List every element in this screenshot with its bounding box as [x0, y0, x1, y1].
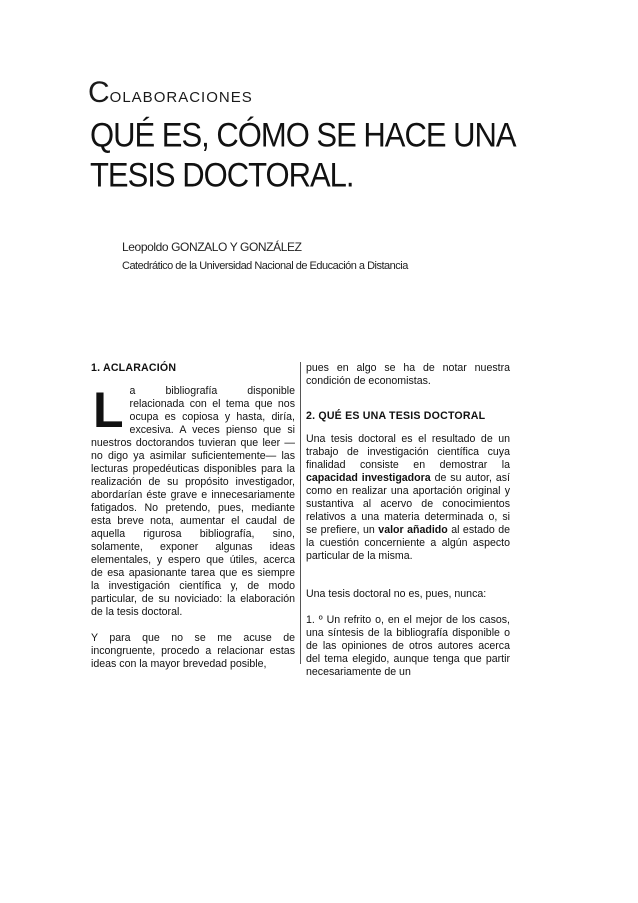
author-affiliation: Catedrático de la Universidad Nacional de Educación a Distancia	[122, 260, 408, 272]
section-label-rest: OLABORACIONES	[109, 89, 253, 106]
section-heading-1: 1. ACLARACIÓN	[91, 362, 177, 374]
left-paragraph-2: Y para que no se me acuse de incongruente, procedo a relacionar estas ideas con la mayor brevedad posible,	[91, 632, 295, 670]
author-name: Leopoldo GONZALO Y GONZÁLEZ	[122, 240, 302, 254]
drop-cap: L	[93, 382, 124, 438]
article-title	[90, 115, 516, 196]
left-paragraph-1-text: a bibliografía disponible relacionada con el tema que nos ocupa es copiosa y hasta, diría, excesiva. A veces pienso que si nuestros doctorandos tuvieran que leer —no digo ya asimilar suficientemente— las lecturas propedéuticas disponibles para la realización de su propósito investigador, abordarían éste grave e innecesariamente fatigados. No pretendo, pues, mediante esta breve nota, aumentar el caudal de aquella rigurosa bibliografía, sino, solamente, exponer algunas ideas elementales, y espero que útiles, acerca de esa apasionante tarea que es siempre la investigación científica y, de modo particular, de su noviciado: la elaboración de la tesis doctoral.	[91, 385, 295, 618]
section-heading-2: 2. QUÉ ES UNA TESIS DOCTORAL	[306, 410, 486, 422]
column-divider	[300, 362, 301, 664]
p1-text-b: de su autor, así como en realizar una aportación original y sustantiva al acervo de conocimientos relativos a una materia determinada o, si se prefiere, un	[306, 472, 510, 536]
p1-bold-capacidad: capacidad investigadora	[306, 472, 431, 484]
section-label-initial: C	[88, 76, 110, 109]
right-column	[306, 362, 510, 692]
right-paragraph-1	[306, 433, 510, 563]
p1-text-a: Una tesis doctoral es el resultado de un trabajo de investigación científica cuya finalidad consiste en demostrar la	[306, 433, 510, 471]
right-paragraph-2: Una tesis doctoral no es, pues, nunca:	[306, 588, 487, 600]
section-label	[88, 78, 253, 108]
left-paragraph-1	[91, 382, 295, 619]
right-paragraph-continued: pues en algo se ha de notar nuestra condición de economistas.	[306, 362, 510, 387]
left-column	[91, 362, 295, 684]
p1-text-c: al estado de la cuestión concerniente a algún aspecto particular de la misma.	[306, 524, 511, 562]
p1-bold-valor: valor añadido	[378, 524, 448, 536]
title-line-1: QUÉ ES, CÓMO SE HACE UNA	[90, 115, 516, 155]
right-paragraph-3: 1. º Un refrito o, en el mejor de los casos, una síntesis de la bibliografía disponible o de las opiniones de otros autores acerca del tema elegido, aunque tenga que partir necesariamente de un	[306, 614, 510, 678]
title-line-2: TESIS DOCTORAL.	[90, 155, 354, 195]
